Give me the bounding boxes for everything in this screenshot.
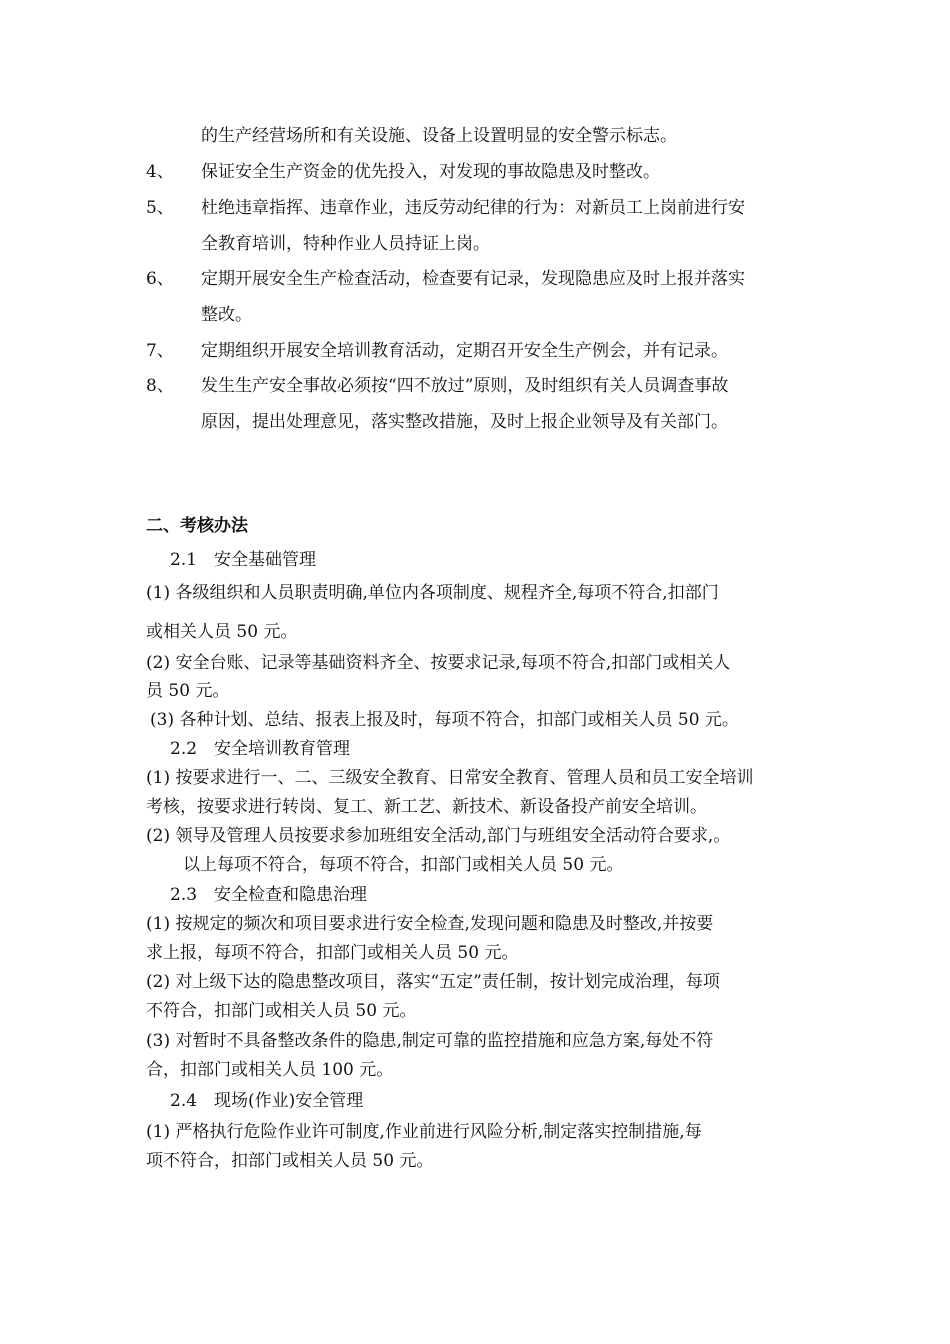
list-item-4-text: 保证安全生产资金的优先投入，对发现的事故隐患及时整改。 [201, 162, 660, 182]
list-item-7-text: 定期组织开展安全培训教育活动，定期召开安全生产例会，并有记录。 [201, 341, 728, 361]
paragraph-2-2-1-cont: 考核，按要求进行转岗、复工、新工艺、新技术、新设备投产前安全培训。 [146, 797, 707, 817]
list-item-8-text: 发生生产安全事故必须按“四不放过”原则，及时组织有关人员调查事故 [201, 376, 729, 396]
list-item-8-number: 8、 [146, 376, 174, 396]
subsection-2-3-heading: 2.3 安全检查和隐患治理 [170, 885, 368, 905]
paragraph-2-1-3: (3) 各种计划、总结、报表上报及时，每项不符合，扣部门或相关人员 50 元。 [150, 710, 739, 730]
paragraph-2-3-2-cont: 不符合，扣部门或相关人员 50 元。 [146, 1001, 417, 1021]
list-item-8-text-cont: 原因，提出处理意见，落实整改措施，及时上报企业领导及有关部门。 [201, 412, 728, 432]
paragraph-2-1-1-cont: 或相关人员 50 元。 [146, 622, 298, 642]
list-item-7-number: 7、 [146, 341, 174, 361]
subsection-2-1-heading: 2.1 安全基础管理 [170, 550, 317, 570]
paragraph-2-1-1: (1) 各级组织和人员职责明确,单位内各项制度、规程齐全,每项不符合,扣部门 [146, 583, 719, 603]
paragraph-2-2-2: (2) 领导及管理人员按要求参加班组安全活动,部门与班组安全活动符合要求,。 [146, 826, 731, 846]
list-item-5-text: 杜绝违章指挥、违章作业，违反劳动纪律的行为：对新员工上岗前进行安 [201, 198, 745, 218]
paragraph-2-2-2-cont: 以上每项不符合，每项不符合，扣部门或相关人员 50 元。 [183, 855, 624, 875]
paragraph-2-3-1: (1) 按规定的频次和项目要求进行安全检查,发现问题和隐患及时整改,并按要 [146, 914, 714, 934]
list-item-5-text-cont: 全教育培训，特种作业人员持证上岗。 [201, 234, 490, 254]
list-item-5-number: 5、 [146, 198, 174, 218]
list-item-6-number: 6、 [146, 269, 174, 289]
paragraph-2-3-3-cont: 合，扣部门或相关人员 100 元。 [146, 1060, 394, 1080]
paragraph-2-3-1-cont: 求上报，每项不符合，扣部门或相关人员 50 元。 [146, 943, 519, 963]
paragraph-2-2-1: (1) 按要求进行一、二、三级安全教育、日常安全教育、管理人员和员工安全培训 [146, 768, 754, 788]
list-item-4-number: 4、 [146, 162, 174, 182]
list-item-3-continued: 的生产经营场所和有关设施、设备上设置明显的安全警示标志。 [201, 126, 677, 146]
paragraph-2-3-2: (2) 对上级下达的隐患整改项目，落实“五定”责任制，按计划完成治理，每项 [146, 972, 720, 992]
paragraph-2-1-2-cont: 员 50 元。 [146, 681, 230, 701]
paragraph-2-4-1: (1) 严格执行危险作业许可制度,作业前进行风险分析,制定落实控制措施,每 [146, 1122, 702, 1142]
section-title: 二、考核办法 [146, 516, 248, 536]
paragraph-2-4-1-cont: 项不符合，扣部门或相关人员 50 元。 [146, 1151, 434, 1171]
list-item-6-text-cont: 整改。 [201, 305, 252, 325]
subsection-2-4-heading: 2.4 现场(作业)安全管理 [170, 1091, 364, 1111]
list-item-6-text: 定期开展安全生产检查活动，检查要有记录，发现隐患应及时上报并落实 [201, 269, 745, 289]
paragraph-2-3-3: (3) 对暂时不具备整改条件的隐患,制定可靠的监控措施和应急方案,每处不符 [146, 1031, 714, 1051]
paragraph-2-1-2: (2) 安全台账、记录等基础资料齐全、按要求记录,每项不符合,扣部门或相关人 [146, 653, 731, 673]
subsection-2-2-heading: 2.2 安全培训教育管理 [170, 739, 351, 759]
